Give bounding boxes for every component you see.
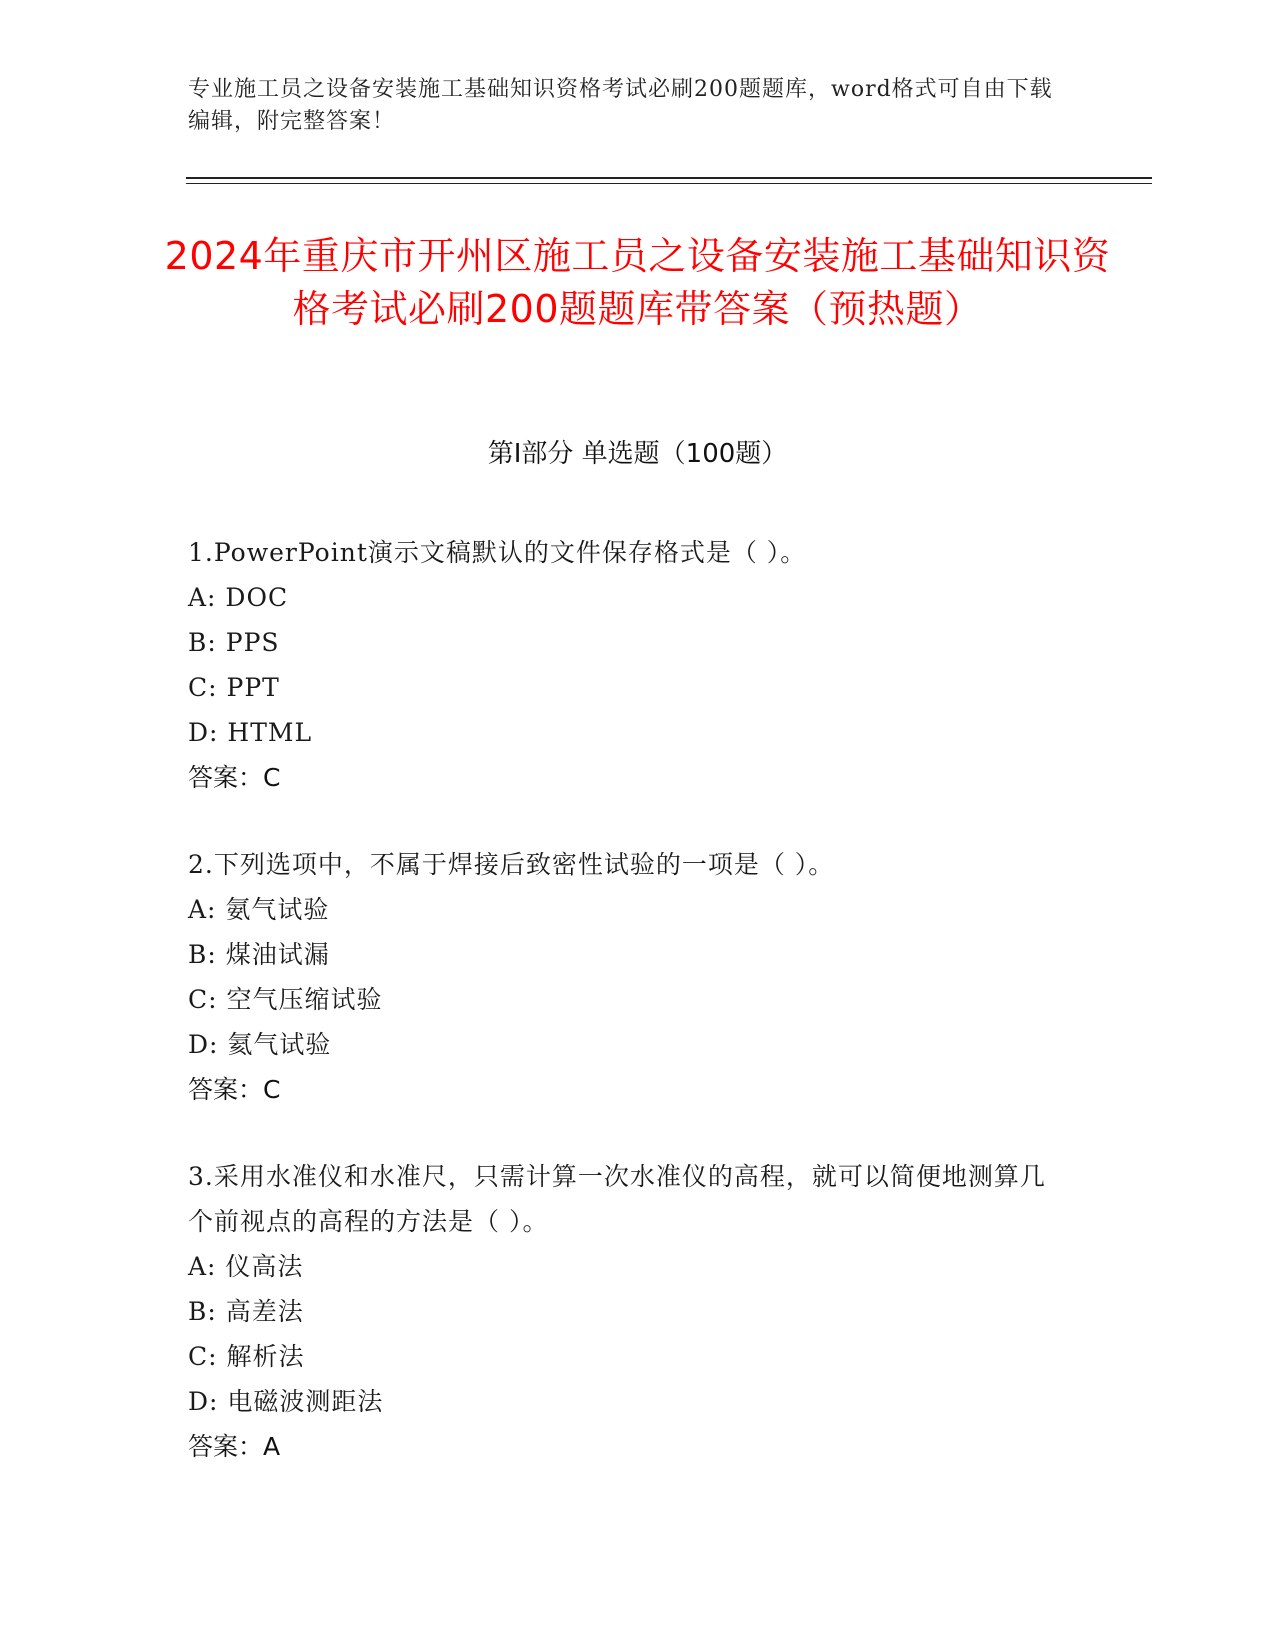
option-d: D: HTML	[188, 718, 313, 747]
option-d: D: 电磁波测距法	[188, 1387, 384, 1416]
option-a: A: DOC	[188, 583, 289, 612]
option-b: B: 高差法	[188, 1297, 304, 1326]
question-1	[188, 530, 1068, 800]
option-a: A: 仪高法	[188, 1252, 304, 1281]
header-rule-thick	[186, 177, 1152, 179]
question-list	[188, 530, 1068, 1511]
answer: 答案：C	[188, 1075, 281, 1104]
question-stem: 3.采用水准仪和水准尺，只需计算一次水准仪的高程，就可以简便地测算几个前视点的高程的方法是（ ）。	[188, 1162, 1046, 1236]
question-2	[188, 842, 1068, 1112]
question-3	[188, 1154, 1068, 1469]
answer: 答案：C	[188, 763, 281, 792]
question-stem: 1.PowerPoint演示文稿默认的文件保存格式是（ ）。	[188, 538, 807, 567]
section-title: 第Ⅰ部分 单选题（100题）	[487, 439, 788, 469]
option-c: C: 解析法	[188, 1342, 305, 1371]
header-rule-thin	[186, 183, 1152, 184]
option-c: C: 空气压缩试验	[188, 985, 383, 1014]
option-d: D: 氦气试验	[188, 1030, 332, 1059]
option-b: B: 煤油试漏	[188, 940, 330, 969]
question-stem: 2.下列选项中，不属于焊接后致密性试验的一项是（ ）。	[188, 850, 835, 879]
option-b: B: PPS	[188, 628, 280, 657]
option-a: A: 氨气试验	[188, 895, 330, 924]
header-note: 专业施工员之设备安装施工基础知识资格考试必刷200题题库，word格式可自由下载编辑，附完整答案！	[188, 77, 1053, 134]
answer: 答案：A	[188, 1432, 281, 1461]
option-c: C: PPT	[188, 673, 280, 702]
document-title: 2024年重庆市开州区施工员之设备安装施工基础知识资格考试必刷200题题库带答案（预热题）	[164, 234, 1111, 331]
